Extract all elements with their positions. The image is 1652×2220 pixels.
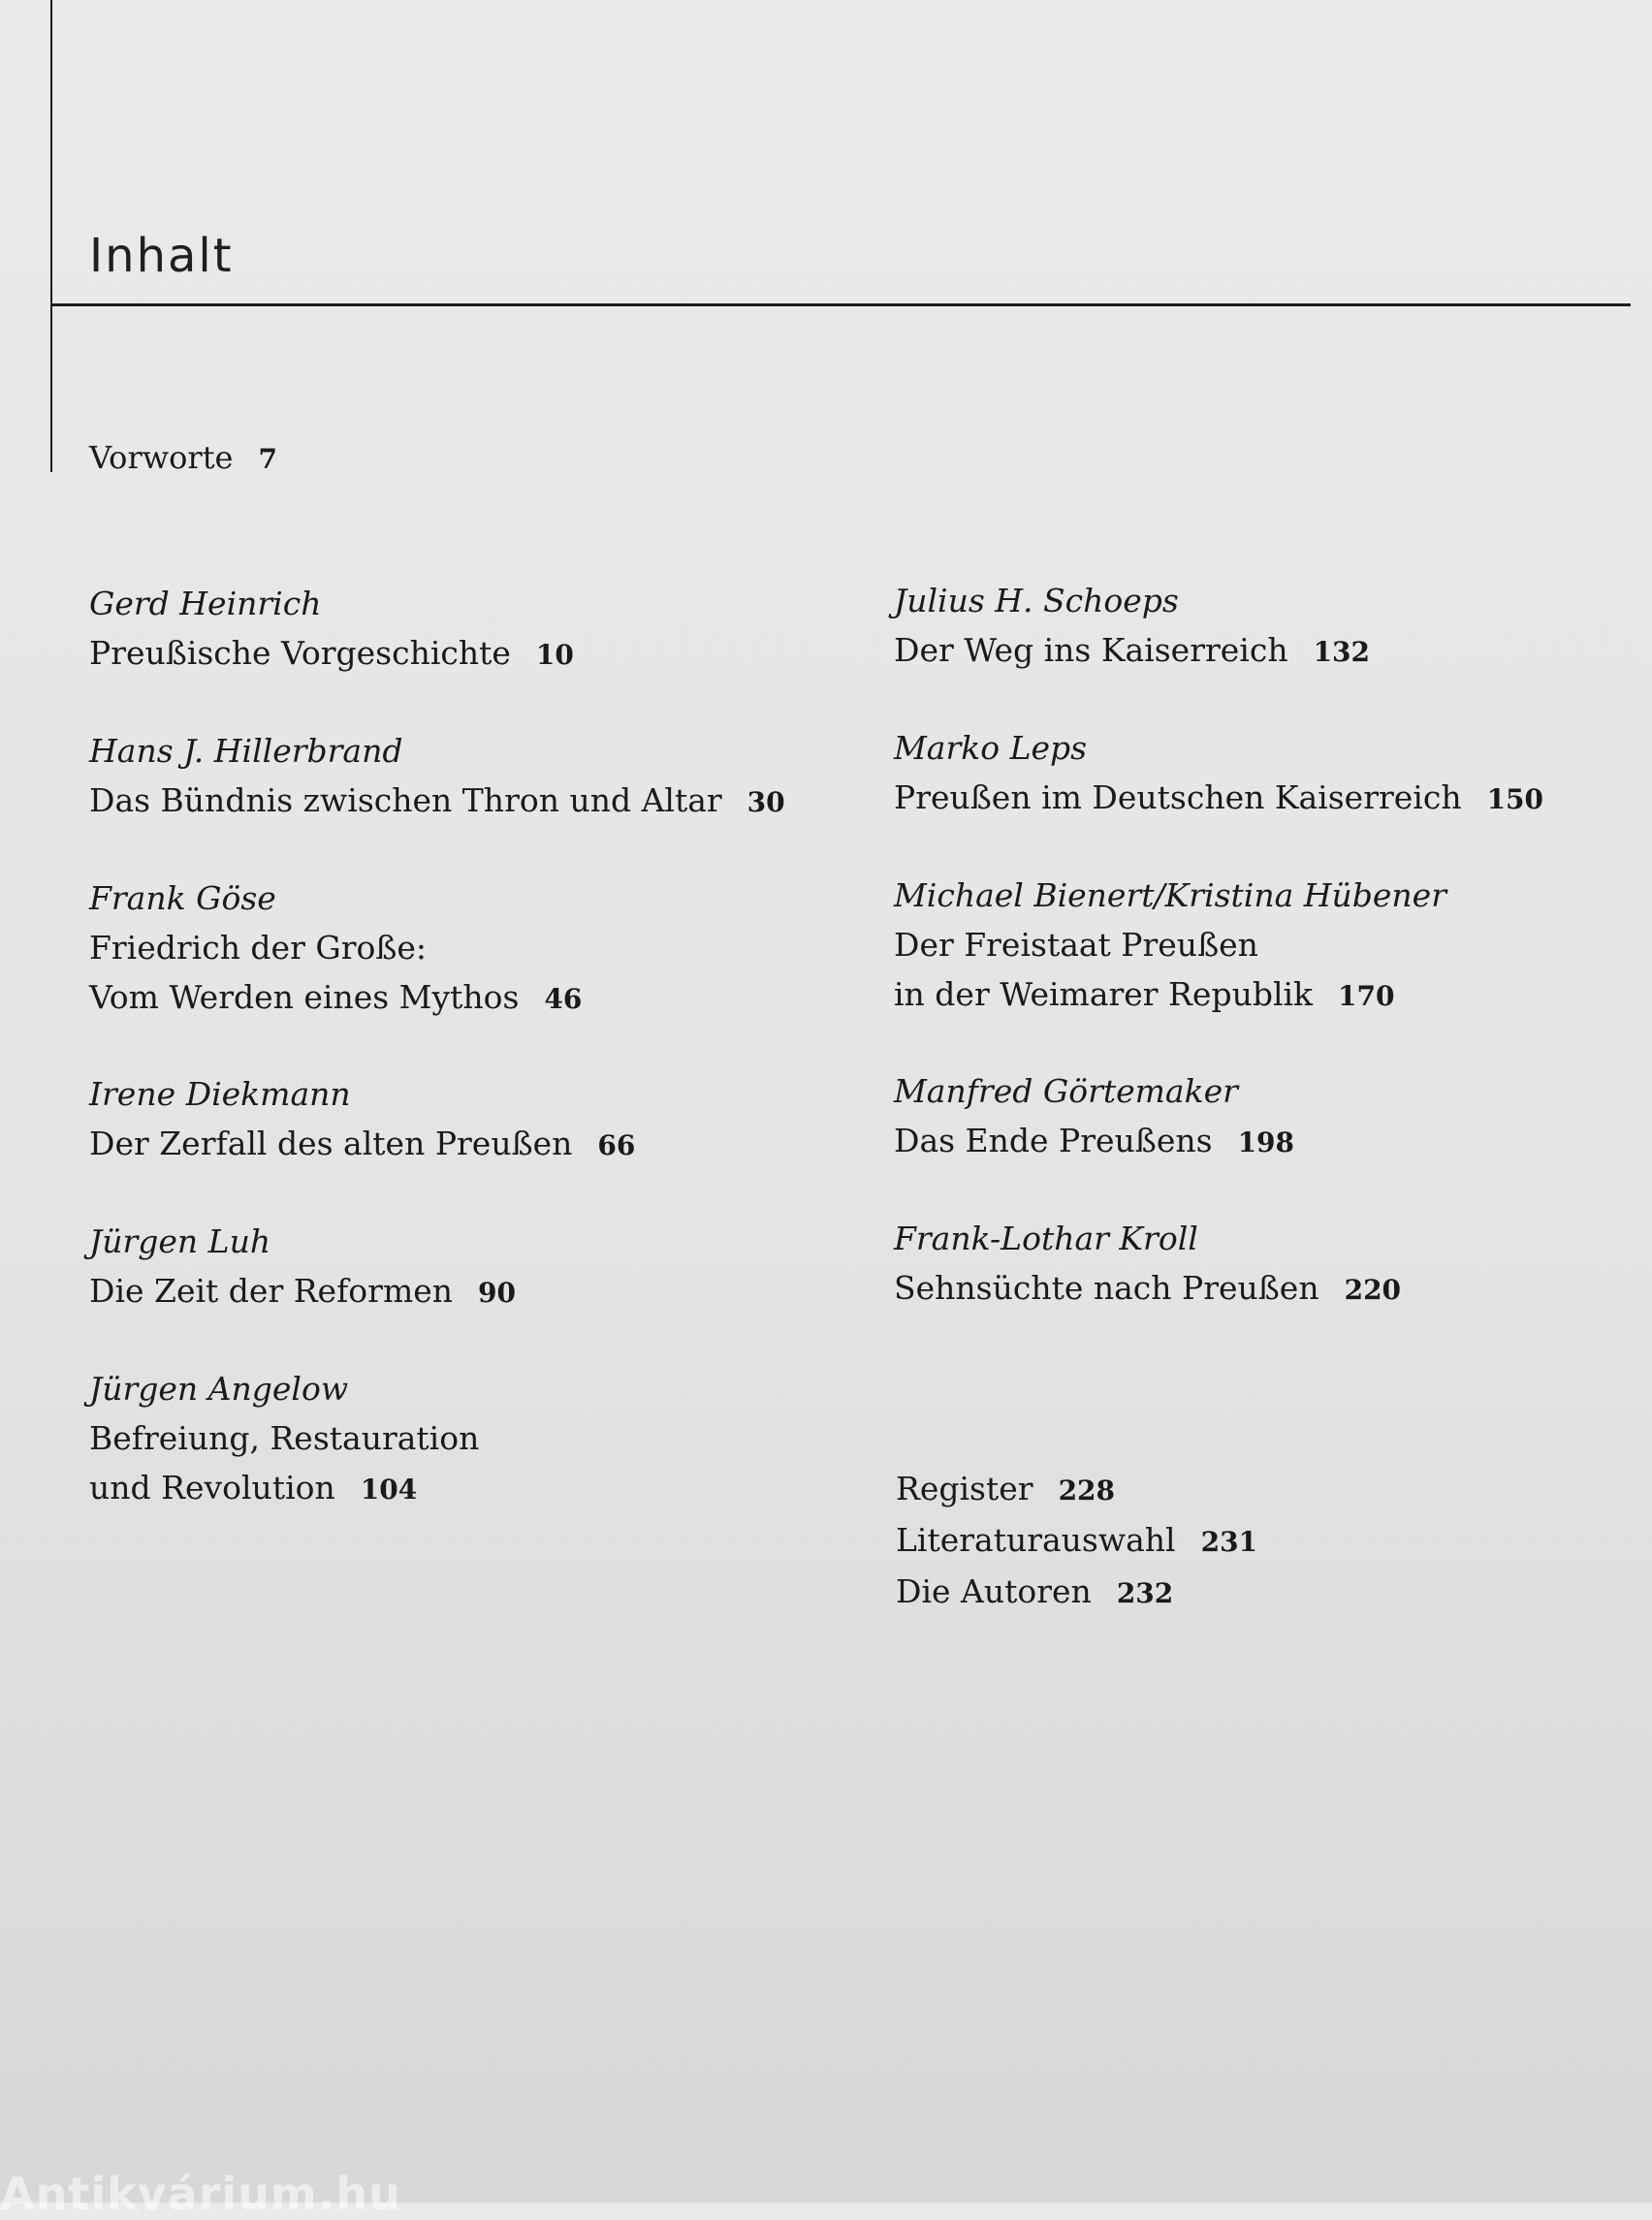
toc-chapter-title: Befreiung, Restauration (89, 1419, 480, 1457)
toc-entry (894, 1067, 1650, 1215)
toc-page-number: 90 (478, 1277, 516, 1309)
toc-left-column (89, 580, 845, 1561)
toc-page-number: 132 (1313, 636, 1371, 668)
toc-back-matter (896, 1464, 1257, 1618)
toc-page-number: 30 (747, 786, 785, 818)
toc-entry (89, 874, 845, 1070)
horizontal-rule (50, 303, 1631, 306)
toc-page-number: 220 (1344, 1274, 1402, 1306)
toc-chapter-title: Sehnsüchte nach Preußen 220 (894, 1269, 1402, 1307)
toc-author: Gerd Heinrich (89, 585, 322, 622)
toc-author: Frank Göse (89, 879, 276, 917)
toc-entry (89, 1365, 845, 1561)
toc-chapter-title: Vom Werden eines Mythos 46 (89, 978, 583, 1016)
toc-entry (89, 580, 845, 727)
toc-page-number: 198 (1237, 1126, 1295, 1158)
toc-entry (89, 1218, 845, 1365)
toc-back-entry: Literaturauswahl 231 (896, 1521, 1258, 1559)
watermark: Antikvárium.hu (0, 2168, 401, 2220)
page-title: Inhalt (89, 229, 234, 283)
toc-chapter-title: Preußen im Deutschen Kaiserreich 150 (894, 778, 1544, 816)
vertical-rule (50, 0, 52, 472)
toc-chapter-title: in der Weimarer Republik 170 (894, 975, 1395, 1013)
toc-entry (894, 1215, 1650, 1362)
toc-page-number: 170 (1338, 980, 1395, 1012)
toc-entry (894, 724, 1650, 872)
toc-page-number: 7 (258, 443, 277, 475)
toc-author: Marko Leps (894, 729, 1088, 767)
toc-page-number: 231 (1200, 1526, 1258, 1558)
toc-chapter-title: Die Zeit der Reformen 90 (89, 1272, 516, 1310)
toc-author: Jürgen Angelow (89, 1370, 349, 1408)
toc-page-number: 66 (597, 1129, 636, 1161)
toc-chapter-title: Friedrich der Große: (89, 929, 428, 967)
toc-entry-label: Vorworte (89, 439, 234, 476)
toc-entry (894, 577, 1650, 724)
toc-chapter-title: und Revolution 104 (89, 1469, 418, 1506)
toc-author: Jürgen Luh (89, 1222, 271, 1260)
toc-author: Manfred Görtemaker (894, 1072, 1238, 1110)
toc-page-number: 46 (544, 983, 583, 1015)
toc-chapter-title: Der Weg ins Kaiserreich 132 (894, 631, 1371, 669)
toc-author: Irene Diekmann (89, 1075, 351, 1113)
toc-entry (89, 1070, 845, 1218)
toc-page-number: 232 (1116, 1577, 1174, 1609)
toc-entry (89, 727, 845, 874)
toc-page-number: 10 (535, 639, 574, 671)
toc-back-entry: Register 228 (896, 1470, 1116, 1507)
toc-chapter-title: Der Freistaat Preußen (894, 926, 1258, 964)
toc-author: Michael Bienert/Kristina Hübener (894, 876, 1446, 914)
toc-page-number: 150 (1486, 783, 1544, 815)
toc-chapter-title: Das Bündnis zwischen Thron und Altar 30 (89, 781, 785, 819)
toc-author: Frank-Lothar Kroll (894, 1220, 1198, 1257)
toc-chapter-title: Das Ende Preußens 198 (894, 1122, 1295, 1159)
toc-right-column (894, 577, 1650, 1362)
toc-back-entry: Die Autoren 232 (896, 1572, 1174, 1610)
toc-page-number: 228 (1058, 1475, 1116, 1506)
toc-author: Hans J. Hillerbrand (89, 732, 403, 770)
toc-page-number: 104 (360, 1474, 418, 1506)
toc-entry (894, 872, 1650, 1067)
toc-chapter-title: Der Zerfall des alten Preußen 66 (89, 1125, 636, 1162)
toc-author: Julius H. Schoeps (894, 582, 1179, 619)
toc-chapter-title: Preußische Vorgeschichte 10 (89, 634, 574, 672)
toc-entry-vorworte (89, 439, 277, 476)
